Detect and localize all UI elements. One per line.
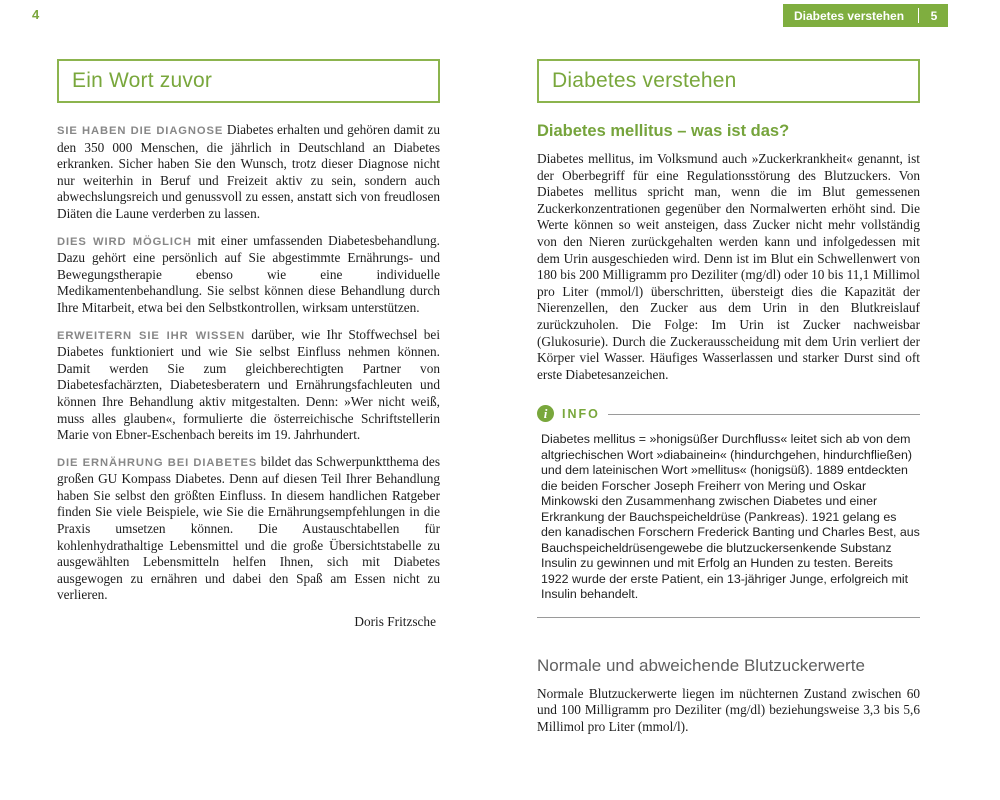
paragraph-lead: ERWEITERN SIE IHR WISSEN [57,329,246,342]
info-box-header [537,405,920,422]
paragraph-text: darüber, wie Ihr Stoffwechsel bei Diabetes funktioniert und wie Sie selbst Einfluss nehmen können. Damit werden Sie zum gleichberechtigten Partner von Diabetesfachärzten, Diabetesberatern und Ernährungsfachleuten und können Ihre Behandlung aktiv mitgestalten. Denn: »Wer nicht weiß, muss alles glauben«, formulierte die österreichische Schriftstellerin Marie von Ebner-Eschenbach bereits im 19. Jahrhundert. [57,326,441,443]
author-signature: Doris Fritzsche [354,614,436,630]
paragraph [57,122,440,223]
paragraph-lead: DIE ERNÄHRUNG BEI DIABETES [57,456,258,469]
right-page [537,59,920,746]
page-number-left: 4 [32,7,40,22]
header-banner-label: Diabetes verstehen [794,8,905,23]
right-page-title: Diabetes verstehen [552,69,737,92]
paragraph-text: bildet das Schwerpunktthema des großen GU Kompass Diabetes. Denn auf diesen Teil Ihrer Behandlung haben Sie selbst den größten Einfluss. In diesem handlichen Ratgeber finden Sie viele Beispiele, wie Sie die Ernährungsempfehlungen in die Praxis umsetzen können. Die Austauschtabellen für kohlenhydrathaltige Lebensmittel und die große Übersichtstabelle zu ausgewählten Lebensmitteln helfen Ihnen, sich mit Diabetes ausgewogen zu ernähren und dabei den Spaß am Essen nicht zu verlieren. [57,453,441,603]
paragraph-text: mit einer umfassenden Diabetesbehandlung. Dazu gehört eine persönlich auf Sie abgestimmte Ernährungs- und Bewegungstherapie ebenso wie eine individuelle Medikamentenbehandlung. Sie selbst können diese Behandlung durch Ihre Mitarbeit, etwa bei den Selbstkontrollen, wirksam unterstützen. [57,232,440,315]
left-page-title-box [57,59,440,103]
paragraph [57,233,440,317]
section-heading-blutzuckerwerte: Normale und abweichende Blutzuckerwerte [537,655,865,675]
paragraph-lead: SIE HABEN DIE DIAGNOSE [57,125,224,137]
banner-divider [918,8,919,23]
header-banner [783,4,948,27]
section-heading-diabetes-mellitus: Diabetes mellitus – was ist das? [537,122,790,140]
section-body: Diabetes mellitus, im Volksmund auch »Zuckerkrankheit« genannt, ist der Oberbegriff für eine Regulationsstörung des Blutzuckers. Von Diabetes mellitus spricht man, wenn die im Blut gemessenen Zuckerkonzentrationen gegenüber den Normalwerten erhöht sind. Die Werte können so weit ansteigen, dass Zucker nicht mehr vollständig von den Nieren zurückgehalten werden kann und infolgedessen mit dem Urin ausgeschieden wird. Denn ist im Blut ein Schwellenwert von 180 bis 200 Milligramm pro Deziliter (mg/dl) oder 10 bis 11,1 Millimol pro Liter (mmol/l) überschritten, übersteigt dies die Kapazität der Nierenzellen, den Zucker aus dem Urin in den Blutkreislauf zurückzuholen. Die Folge: Im Urin ist Zucker nachweisbar (Glukosurie). Durch die Zuckerausscheidung mit dem Urin verliert der Körper viel Wasser. Häufiges Wasserlassen und starker Durst sind oft erste Diabetesanzeichen. [537,151,920,382]
paragraph [57,454,440,604]
info-box-rule [608,414,920,415]
info-box-label: INFO [562,406,600,421]
paragraph-text: Diabetes erhalten und gehören damit zu den 350 000 Menschen, die jährlich in Deutschland an Diabetes erkranken. Sicher haben Sie den Wunsch, trotz dieser Diagnose nicht nur weiterhin in Beruf und Freizeit aktiv zu sein, sondern auch abwechslungsreich und genussvoll zu essen, anstatt sich von freudlosen Diäten die Laune verderben zu lassen. [57,122,441,221]
info-icon: i [537,405,554,422]
section-body: Normale Blutzuckerwerte liegen im nüchternen Zustand zwischen 60 und 100 Milligramm pro Deziliter (mg/dl) beziehungsweise 3,3 bis 5,6 Millimol pro Liter (mmol/l). [537,685,920,734]
right-page-title-box [537,59,920,103]
page-number-right: 5 [930,8,938,23]
info-box-body: Diabetes mellitus = »honigsüßer Durchfluss« leitet sich ab von dem altgriechischen Wort »diabainein« (hindurchgehen, hindurchfließen) und dem lateinischen Wort »mellitus« (honigsüß). 1889 entdeckten die beiden Forscher Joseph Freiherr von Mering und Oskar Minkowski den Zusammenhang zwischen Diabetes und einer Erkrankung der Bauchspeicheldrüse (Pankreas). 1921 gelang es den kanadischen Forschern Frederick Banting und Charles Best, aus Bauchspeicheldrüsengewebe die blutzuckersenkende Substanz Insulin zu gewinnen und mit Erfolg an Hunden zu testen. Bereits 1922 wurde der erste Patient, ein 13-jähriger Junge, erfolgreich mit Insulin behandelt. [541,432,920,602]
left-page-title: Ein Wort zuvor [72,69,213,92]
paragraph [57,327,440,444]
info-box [537,405,920,618]
left-page [57,59,440,630]
paragraph-lead: DIES WIRD MÖGLICH [57,235,192,248]
